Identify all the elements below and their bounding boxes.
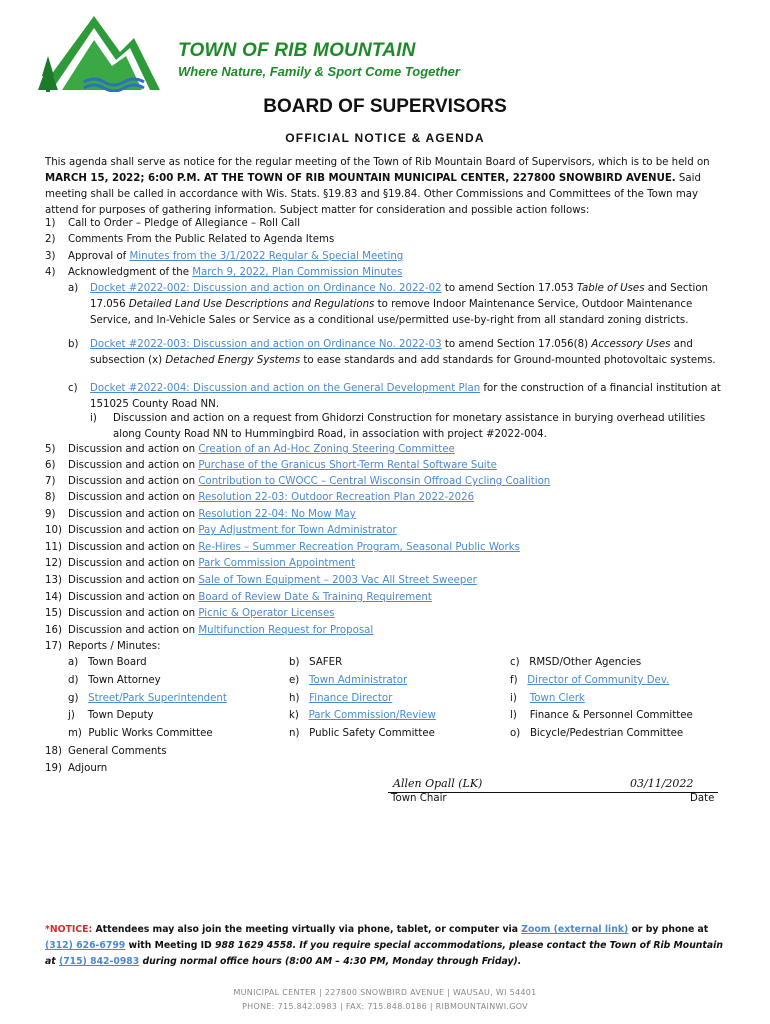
item-text	[68, 606, 335, 622]
item-link[interactable]: Pay Adjustment for Town Administrator	[198, 525, 397, 536]
item-number: 6)	[45, 460, 56, 471]
plan-commission-minutes-link[interactable]: March 9, 2022, Plan Commission Minutes	[192, 267, 403, 278]
report-label: g)	[68, 693, 79, 704]
item-text	[68, 590, 432, 606]
docket-2022-003-link[interactable]: Docket #2022-003: Discussion and action on Ordinance No. 2022-03	[90, 339, 442, 350]
text-seg: to remove Indoor Maintenance Service, Outdoor Maintenance Service, and In-Vehicle Sales or Service as a conditional use/permitted use-by-right from all standard zoning districts.	[90, 299, 693, 326]
subitem-label: c)	[68, 383, 78, 394]
report-h	[289, 691, 392, 707]
item-number: 5)	[45, 444, 56, 455]
item-label: Discussion and action on	[68, 625, 199, 636]
intro-text: This agenda shall serve as notice for the regular meeting of the Town of Rib Mountain Board of Supervisors, which is to be held on	[45, 157, 710, 168]
report-c	[510, 655, 641, 671]
phone-link[interactable]: (312) 626-6799	[45, 940, 126, 951]
board-title: BOARD OF SUPERVISORS	[263, 96, 507, 117]
tagline: Where Nature, Family & Sport Come Together	[178, 64, 460, 79]
text-italic: Detailed Land Use Descriptions and Regulations	[128, 299, 375, 310]
report-text: Town Attorney	[88, 675, 161, 686]
subitem-label: a)	[68, 283, 79, 294]
report-label: j)	[68, 710, 75, 721]
notice-text: Attendees may also join the meeting virtually via phone, tablet, or computer via	[92, 924, 522, 935]
item-label: Discussion and action on	[68, 525, 199, 536]
report-j	[68, 708, 154, 724]
item-text	[68, 573, 477, 589]
footer-contact: PHONE: 715.842.0983 | FAX: 715.848.0186 | RIBMOUNTAINWI.GOV	[242, 1002, 528, 1011]
report-k	[289, 708, 436, 724]
subitem-text: Discussion and action on a request from Ghidorzi Construction for monetary assistance in burying overhead utilities along County Road NN to Hummingbird Road, in association with project #2022-004.	[113, 413, 706, 440]
report-label: f)	[510, 675, 518, 686]
report-text: Town Board	[87, 657, 147, 668]
report-link[interactable]: Town Administrator	[308, 675, 408, 686]
report-label: h)	[289, 693, 300, 704]
report-b	[289, 655, 342, 671]
town-name: TOWN OF RIB MOUNTAIN	[178, 40, 416, 61]
item-text	[68, 540, 520, 556]
item-number: 19)	[45, 763, 62, 774]
item-number: 15)	[45, 608, 62, 619]
item-link[interactable]: Multifunction Request for Proposal	[198, 625, 374, 636]
report-o	[510, 726, 683, 742]
item-number: 4)	[45, 267, 56, 278]
item-link[interactable]: Re-Hires – Summer Recreation Program, Seasonal Public Works	[198, 542, 520, 553]
subitem-label: b)	[68, 339, 79, 350]
item-text	[68, 623, 373, 639]
report-a	[68, 655, 147, 671]
text-italic: Accessory Uses	[591, 339, 671, 350]
item-label: Discussion and action on	[68, 608, 199, 619]
item-number: 7)	[45, 476, 56, 487]
item-number: 2)	[45, 234, 56, 245]
item-number: 16)	[45, 625, 62, 636]
text-seg: to amend Section 17.053	[441, 283, 577, 294]
report-label: o)	[510, 728, 521, 739]
signature-date: 03/11/2022	[630, 777, 694, 790]
item-label: Approval of	[68, 251, 130, 262]
report-label: k)	[289, 710, 299, 721]
notice-text: . If you require special accommodations, please contact the Town of Rib Mountain at	[45, 940, 723, 967]
report-link[interactable]: Street/Park Superintendent	[88, 693, 227, 704]
item-text: Comments From the Public Related to Agenda Items	[68, 234, 335, 245]
item-link[interactable]: Purchase of the Granicus Short-Term Rental Software Suite	[198, 460, 497, 471]
item-number: 12)	[45, 558, 62, 569]
virtual-meeting-notice	[45, 922, 730, 970]
minutes-link[interactable]: Minutes from the 3/1/2022 Regular & Special Meeting	[129, 251, 404, 262]
item-number: 1)	[45, 218, 56, 229]
notice-text: with Meeting ID	[125, 940, 216, 951]
item-label: Acknowledgment of the	[68, 267, 193, 278]
intro-paragraph	[45, 155, 730, 219]
report-label: d)	[68, 675, 79, 686]
report-label: b)	[289, 657, 300, 668]
item-link[interactable]: Creation of an Ad-Hoc Zoning Steering Committee	[198, 444, 455, 455]
town-phone-link[interactable]: (715) 842-0983	[58, 956, 140, 967]
subitem-text	[90, 381, 725, 413]
report-i	[510, 691, 585, 707]
item-text	[68, 507, 356, 523]
item-link[interactable]: Board of Review Date & Training Requirement	[198, 592, 432, 603]
item-label: Discussion and action on	[68, 509, 199, 520]
report-text: RMSD/Other Agencies	[529, 657, 642, 668]
item-link[interactable]: Resolution 22-04: No Mow May	[198, 509, 356, 520]
zoom-link[interactable]: Zoom (external link)	[521, 924, 629, 935]
report-link[interactable]: Director of Community Dev.	[527, 675, 670, 686]
item-number: 17)	[45, 641, 62, 652]
item-text: Adjourn	[68, 763, 108, 774]
report-text: SAFER	[309, 657, 343, 668]
report-link[interactable]: Park Commission/Review	[308, 710, 436, 721]
text-seg: and subsection (x)	[90, 339, 693, 366]
footer	[0, 986, 770, 1014]
item-number: 3)	[45, 251, 56, 262]
report-label: l)	[510, 710, 517, 721]
report-n	[289, 726, 435, 742]
date-label: Date	[690, 793, 715, 804]
report-g	[68, 691, 227, 707]
report-label: e)	[289, 675, 300, 686]
text-italic: Detached Energy Systems	[165, 355, 301, 366]
report-e	[289, 673, 407, 689]
report-text: Town Deputy	[87, 710, 154, 721]
notice-text: or by phone at	[628, 924, 709, 935]
item-text	[68, 556, 355, 572]
item-link[interactable]: Park Commission Appointment	[198, 558, 356, 569]
item-text: General Comments	[68, 746, 167, 757]
report-text: Finance & Personnel Committee	[529, 710, 693, 721]
item-label: Discussion and action on	[68, 492, 199, 503]
item-label: Discussion and action on	[68, 444, 199, 455]
intro-at: AT THE	[200, 173, 248, 184]
item-label: Discussion and action on	[68, 460, 199, 471]
notice-label: *NOTICE:	[45, 924, 93, 935]
subitem-label: i)	[90, 413, 97, 424]
docket-2022-002-link[interactable]: Docket #2022-002: Discussion and action on Ordinance No. 2022-02	[90, 283, 442, 294]
text-seg: to amend Section 17.056(8)	[441, 339, 592, 350]
text-seg: to ease standards and add standards for Ground-mounted photovoltaic systems.	[300, 355, 716, 366]
report-label: i)	[510, 693, 517, 704]
item-text	[68, 474, 550, 490]
report-f	[510, 673, 669, 689]
meeting-id: 988 1629 4558	[215, 940, 293, 951]
report-text: Bicycle/Pedestrian Committee	[529, 728, 684, 739]
town-logo-mountain-icon	[32, 10, 162, 92]
text-italic: Table of Uses	[576, 283, 645, 294]
item-number: 14)	[45, 592, 62, 603]
report-l	[510, 708, 693, 724]
item-label: Discussion and action on	[68, 476, 199, 487]
item-link[interactable]: Sale of Town Equipment – 2003 Vac All Street Sweeper	[198, 575, 477, 586]
text-seg: and Section 17.056	[90, 283, 709, 310]
item-label: Discussion and action on	[68, 558, 199, 569]
item-label: Discussion and action on	[68, 575, 199, 586]
report-label: c)	[510, 657, 520, 668]
item-text	[68, 523, 397, 539]
item-text	[68, 265, 402, 281]
item-number: 10)	[45, 525, 62, 536]
report-link[interactable]: Finance Director	[309, 693, 393, 704]
report-text: Public Safety Committee	[309, 728, 435, 739]
item-text	[68, 458, 497, 474]
notice-title: OFFICIAL NOTICE & AGENDA	[285, 131, 485, 145]
item-label: Discussion and action on	[68, 592, 199, 603]
footer-address: MUNICIPAL CENTER | 227800 SNOWBIRD AVENUE | WAUSAU, WI 54401	[233, 988, 537, 997]
report-label: m)	[68, 728, 82, 739]
item-text	[68, 442, 455, 458]
docket-2022-004-link[interactable]: Docket #2022-004: Discussion and action on the General Development Plan	[90, 383, 481, 394]
meeting-location: TOWN OF RIB MOUNTAIN MUNICIPAL CENTER, 227800 SNOWBIRD AVENUE.	[247, 173, 676, 184]
report-text: Public Works Committee	[88, 728, 213, 739]
subitem-text	[90, 281, 725, 329]
item-text	[68, 490, 474, 506]
notice-text: during normal office hours (8:00 AM – 4:30 PM, Monday through Friday).	[139, 956, 522, 967]
report-label: n)	[289, 728, 300, 739]
report-label: a)	[68, 657, 79, 668]
report-link[interactable]: Town Clerk	[529, 693, 585, 704]
item-number: 11)	[45, 542, 62, 553]
item-link[interactable]: Picnic & Operator Licenses	[198, 608, 335, 619]
signer-signature: Allen Opall (LK)	[393, 777, 483, 790]
item-link[interactable]: Contribution to CWOCC – Central Wisconsin Offroad Cycling Coalition	[198, 476, 551, 487]
item-label: Discussion and action on	[68, 542, 199, 553]
item-number: 9)	[45, 509, 56, 520]
report-d	[68, 673, 161, 689]
item-link[interactable]: Resolution 22-03: Outdoor Recreation Plan 2022-2026	[198, 492, 475, 503]
item-number: 18)	[45, 746, 62, 757]
meeting-date-time: MARCH 15, 2022; 6:00 P.M.	[45, 173, 201, 184]
item-number: 13)	[45, 575, 62, 586]
item-text: Reports / Minutes:	[68, 641, 161, 652]
text-seg: for the construction of a financial institution at 151025 County Road NN.	[90, 383, 721, 410]
item-text: Call to Order – Pledge of Allegiance – Roll Call	[68, 218, 301, 229]
item-number: 8)	[45, 492, 56, 503]
item-text	[68, 249, 403, 265]
report-m	[68, 726, 213, 742]
signer-role: Town Chair	[391, 793, 447, 804]
intro-text-2: Said meeting shall be called in accordance with Wis. Stats. §19.83 and §19.84. Other Commissions and Committees of the Town may attend for purposes of gathering information. Subject matter for consideration and possible action follows:	[45, 173, 701, 216]
subitem-text	[90, 337, 725, 369]
